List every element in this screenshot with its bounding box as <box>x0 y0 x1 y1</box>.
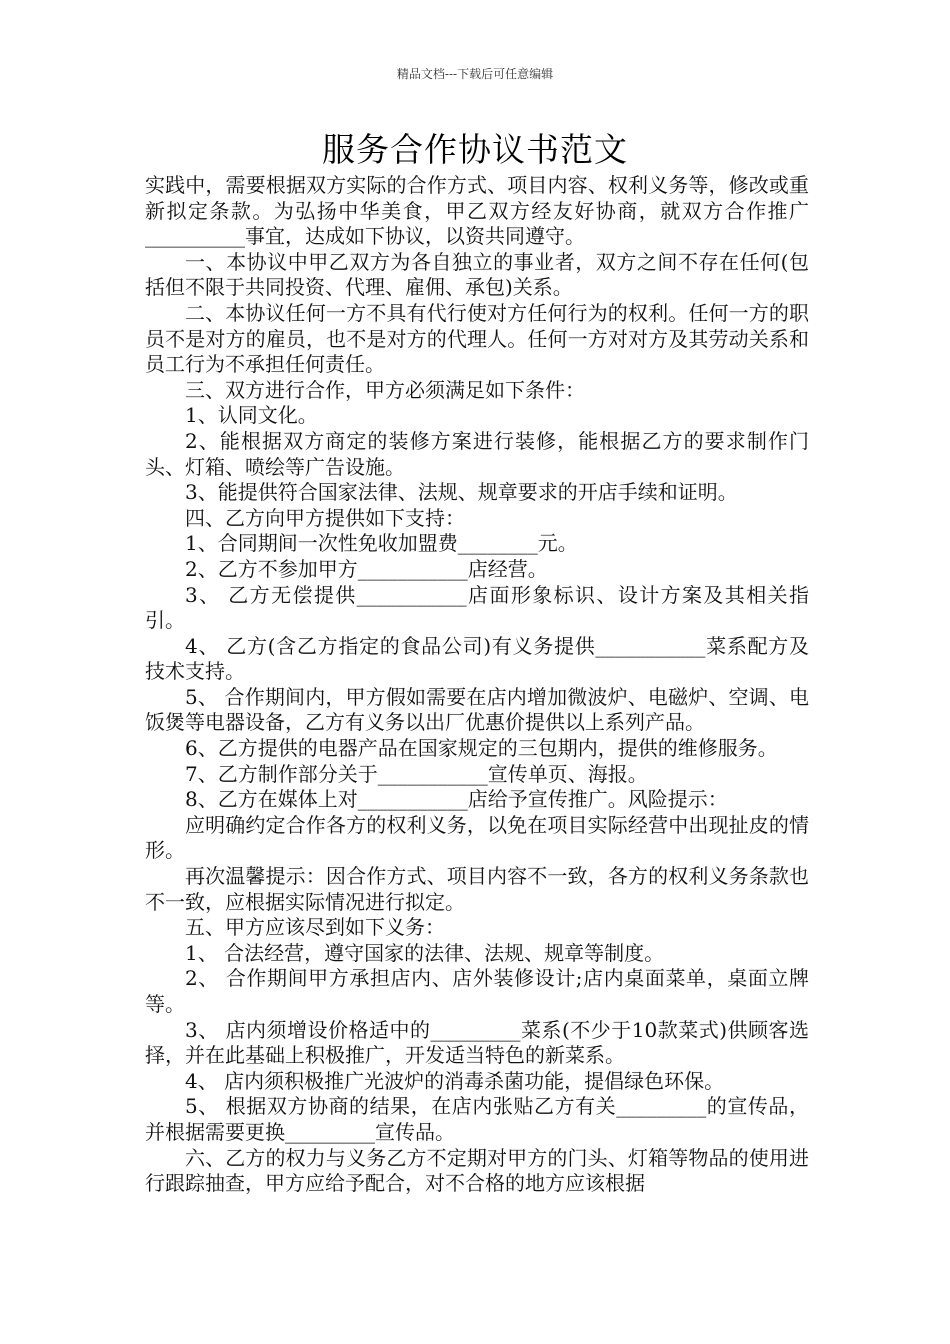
paragraph-clause-2: 二、本协议任何一方不具有代行使对方任何行为的权利。任何一方的职员不是对方的雇员，也不是对方的代理人。任何一方对对方及其劳动关系和员工行为不承担任何责任。 <box>145 300 809 377</box>
paragraph-clause-4-item-3: 3、 乙方无偿提供___________店面形象标识、设计方案及其相关指引。 <box>145 582 809 633</box>
paragraph-clause-6: 六、乙方的权力与义务乙方不定期对甲方的门头、灯箱等物品的使用进行跟踪抽查，甲方应给予配合，对不合格的地方应该根据 <box>145 1145 809 1196</box>
paragraph-clause-4-item-4: 4、 乙方(含乙方指定的食品公司)有义务提供___________菜系配方及技术支持。 <box>145 633 809 684</box>
paragraph-clause-4-item-5: 5、 合作期间内，甲方假如需要在店内增加微波炉、电磁炉、空调、电饭煲等电器设备，乙方有义务以出厂优惠价提供以上系列产品。 <box>145 684 809 735</box>
paragraph-clause-4-heading: 四、乙方向甲方提供如下支持： <box>185 505 465 530</box>
paragraph-clause-5-item-5: 5、 根据双方协商的结果，在店内张贴乙方有关_________的宣传品，并根据需要更换_________宣传品。 <box>145 1094 809 1144</box>
page-header: 精品文档---下载后可任意编辑 <box>396 67 554 81</box>
paragraph-reminder: 再次温馨提示：因合作方式、项目内容不一致，各方的权利义务条款也不一致，应根据实际情况进行拟定。 <box>145 864 809 914</box>
paragraph-clause-3-item-1: 1、认同文化。 <box>185 403 318 428</box>
paragraph-clause-5-item-1: 1、 合法经营，遵守国家的法律、法规、规章等制度。 <box>185 940 665 965</box>
paragraph-clause-4-item-2: 2、乙方不参加甲方___________店经营。 <box>185 556 548 581</box>
paragraph-clause-3-item-2: 2、能根据双方商定的装修方案进行装修，能根据乙方的要求制作门头、灯箱、喷绘等广告设施。 <box>145 428 809 479</box>
paragraph-clause-5-heading: 五、甲方应该尽到如下义务： <box>185 915 445 940</box>
paragraph-clause-5-item-3: 3、 店内须增设价格适中的_________菜系(不少于10款菜式)供顾客选择，并在此基础上积极推广，开发适当特色的新菜系。 <box>145 1017 809 1068</box>
paragraph-clause-4-item-6: 6、乙方提供的电器产品在国家规定的三包期内，提供的维修服务。 <box>185 736 778 761</box>
paragraph-clause-5-item-4: 4、 店内须积极推广光波炉的消毒杀菌功能，提倡绿色环保。 <box>185 1068 725 1093</box>
document-title: 服务合作协议书范文 <box>322 130 628 169</box>
paragraph-risk-note: 应明确约定合作各方的权利义务，以免在项目实际经营中出现扯皮的情形。 <box>145 812 809 863</box>
paragraph-intro: 实践中，需要根据双方实际的合作方式、项目内容、权利义务等，修改或重新拟定条款。为弘扬中华美食，甲乙双方经友好协商，就双方合作推广__________事宜，达成如下协议，以资共同遵守。 <box>145 173 809 249</box>
paragraph-clause-1: 一、本协议中甲乙双方为各自独立的事业者，双方之间不存在任何(包括但不限于共同投资、代理、雇佣、承包)关系。 <box>145 249 809 300</box>
paragraph-clause-4-item-8: 8、乙方在媒体上对___________店给予宣传推广。风险提示： <box>185 787 728 812</box>
document-body <box>145 173 809 1197</box>
paragraph-clause-3-item-3: 3、能提供符合国家法律、法规、规章要求的开店手续和证明。 <box>185 480 738 505</box>
paragraph-clause-3-heading: 三、双方进行合作，甲方必须满足如下条件： <box>185 377 585 402</box>
paragraph-clause-5-item-2: 2、 合作期间甲方承担店内、店外装修设计;店内桌面菜单，桌面立牌等。 <box>145 966 809 1016</box>
paragraph-clause-4-item-7: 7、乙方制作部分关于___________宣传单页、海报。 <box>185 761 648 786</box>
paragraph-clause-4-item-1: 1、合同期间一次性免收加盟费________元。 <box>185 531 578 556</box>
